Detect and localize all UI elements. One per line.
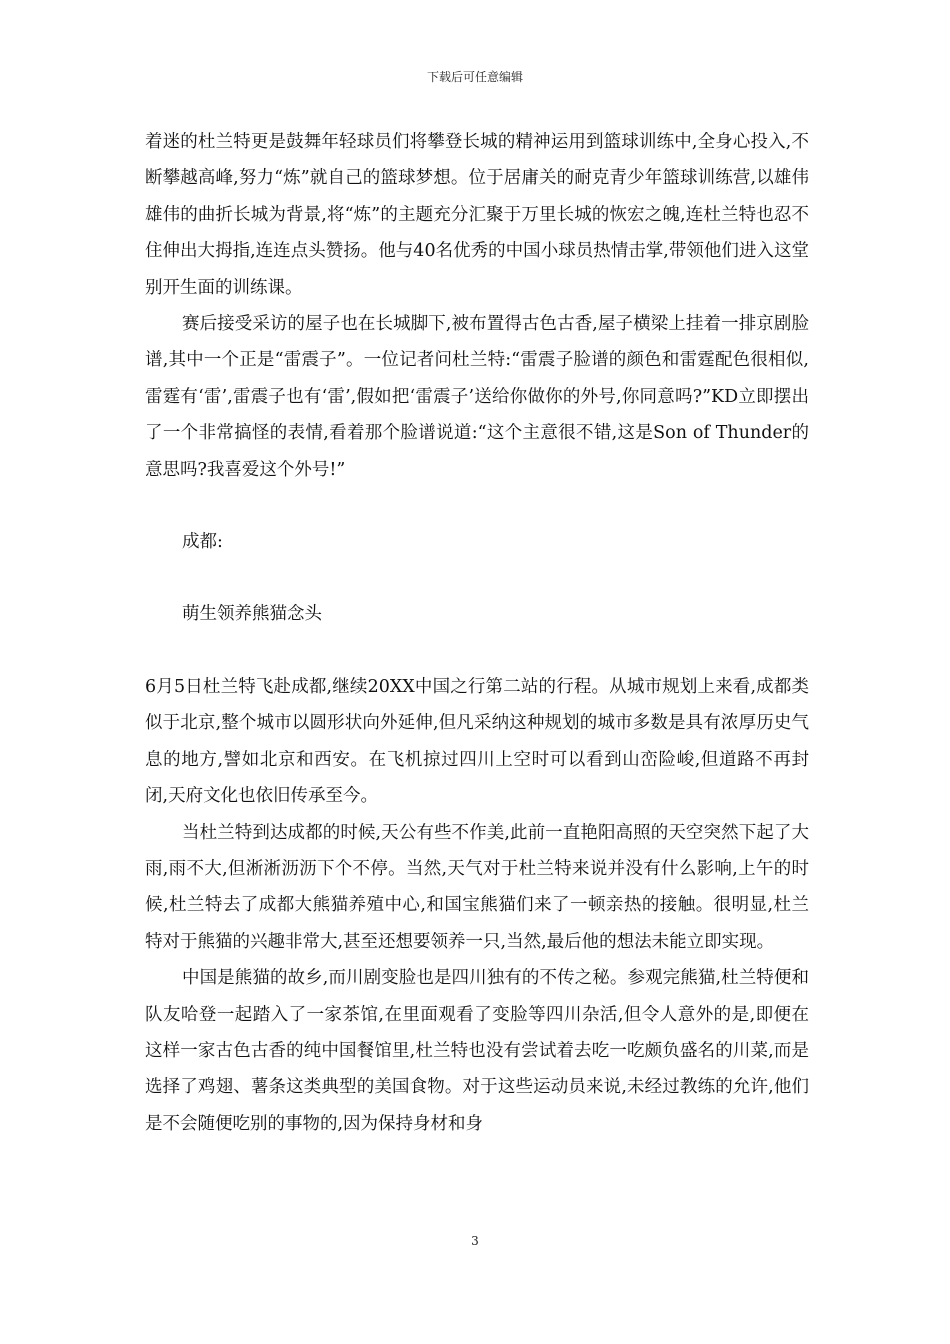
paragraph-2: 赛后接受采访的屋子也在长城脚下,被布置得古色古香,屋子横梁上挂着一排京剧脸谱,其中一个正是“雷震子”。一位记者问杜兰特:“雷震子脸谱的颜色和雷霆配色很相似,雷霆有‘雷’,雷震子也有‘雷’,假如把‘雷震子’送给你做你的外号,你同意吗?”KD立即摆出了一个非常搞怪的表情,看着那个脸谱说道:“这个主意很不错,这是Son of Thunder的意思吗?我喜爱这个外号!” <box>145 314 809 480</box>
paragraph-1: 着迷的杜兰特更是鼓舞年轻球员们将攀登长城的精神运用到篮球训练中,全身心投入,不断攀越高峰,努力“炼”就自己的篮球梦想。位于居庸关的耐克青少年篮球训练营,以雄伟雄伟的曲折长城为背景,将“炼”的主题充分汇聚于万里长城的恢宏之魄,连杜兰特也忍不住伸出大拇指,连连点头赞扬。他与40名优秀的中国小球员热情击掌,带领他们进入这堂别开生面的训练课。 <box>145 132 809 298</box>
paragraph-4: 当杜兰特到达成都的时候,天公有些不作美,此前一直艳阳高照的天空突然下起了大雨,雨不大,但淅淅沥沥下个不停。当然,天气对于杜兰特来说并没有什么影响,上午的时候,杜兰特去了成都大熊猫养殖中心,和国宝熊猫们来了一顿亲热的接触。很明显,杜兰特对于熊猫的兴趣非常大,甚至还想要领养一只,当然,最后他的想法未能立即实现。 <box>145 822 809 952</box>
paragraph-5: 中国是熊猫的故乡,而川剧变脸也是四川独有的不传之秘。参观完熊猫,杜兰特便和队友哈登一起踏入了一家茶馆,在里面观看了变脸等四川杂活,但令人意外的是,即便在这样一家古色古香的纯中国餐馆里,杜兰特也没有尝试着去吃一吃颇负盛名的川菜,而是选择了鸡翅、薯条这类典型的美国食物。对于这些运动员来说,未经过教练的允许,他们是不会随便吃别的事物的,因为保持身材和身 <box>145 968 809 1134</box>
paragraph-3: 6月5日杜兰特飞赴成都,继续20XX中国之行第二站的行程。从城市规划上来看,成都类似于北京,整个城市以圆形状向外延伸,但凡采纳这种规划的城市多数是具有浓厚历史气息的地方,譬如北京和西安。在飞机掠过四川上空时可以看到山峦险峻,但道路不再封闭,天府文化也依旧传承至今。 <box>145 676 809 807</box>
document-body <box>145 124 809 1142</box>
section-subheading: 萌生领养熊猫念头 <box>182 604 322 625</box>
page-number: 3 <box>471 1234 479 1248</box>
page-header: 下载后可任意编辑 <box>426 70 523 84</box>
section-heading-city: 成都: <box>182 532 223 553</box>
